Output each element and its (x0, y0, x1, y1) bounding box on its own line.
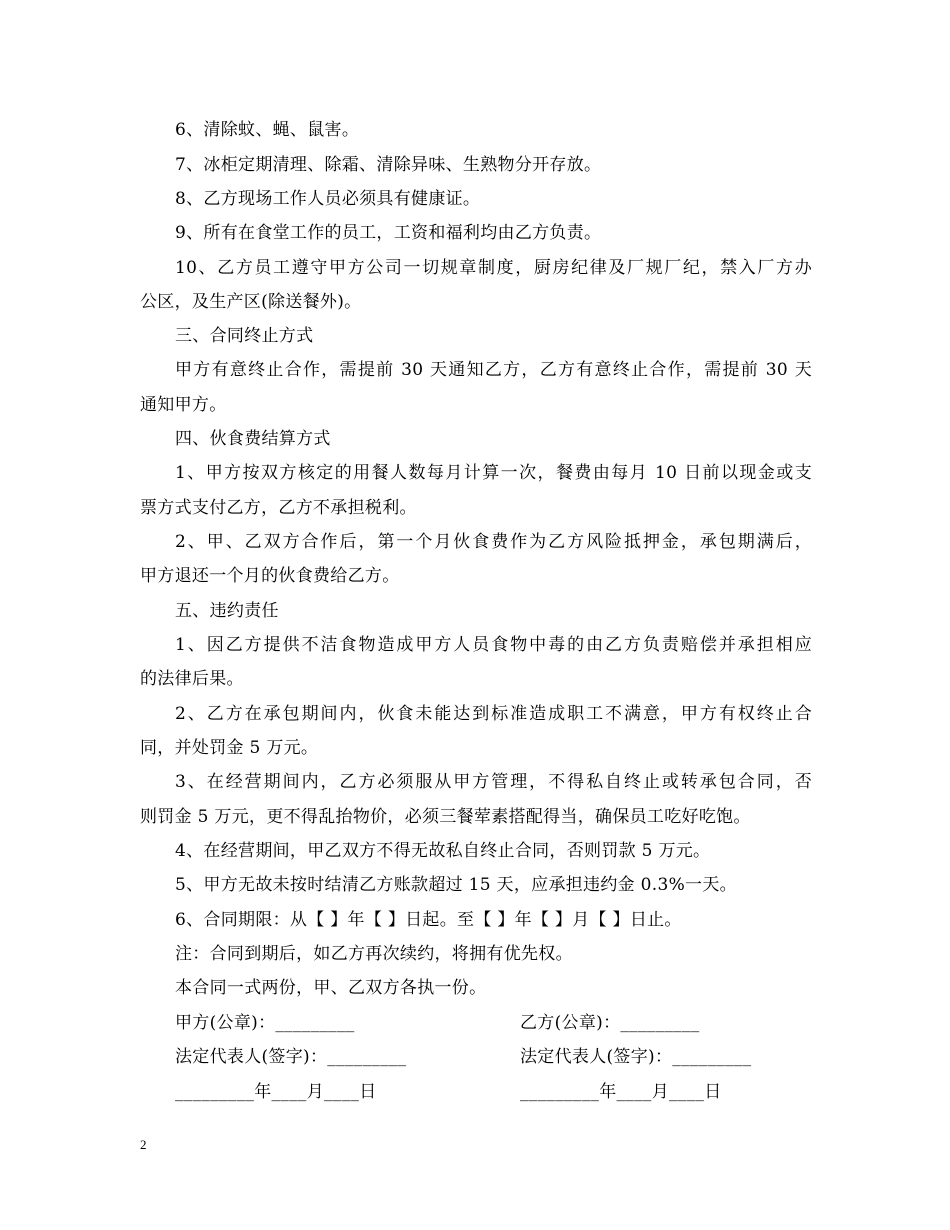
section-3-body-line-2: 通知甲方。 (140, 395, 227, 415)
party-b-date-field: _________年____月____日 (520, 1082, 722, 1102)
section-4-item-1-line-1: 1、甲方按双方核定的用餐人数每月计算一次，餐费由每月 10 日前以现金或支 (175, 463, 812, 483)
page-number: 2 (140, 1137, 147, 1152)
party-b-seal-field: 乙方(公章)：_________ (520, 1013, 700, 1033)
section-5-item-1-line-2: 的法律后果。 (140, 669, 244, 689)
section-4-item-2-line-1: 2、甲、乙双方合作后，第一个月伙食费作为乙方风险抵押金，承包期满后， (175, 532, 812, 552)
section-3-body-line-1: 甲方有意终止合作，需提前 30 天通知乙方，乙方有意终止合作，需提前 30 天 (175, 360, 812, 380)
clause-9-staff-wages: 9、所有在食堂工作的员工，工资和福利均由乙方负责。 (175, 223, 602, 243)
section-3-heading: 三、合同终止方式 (175, 326, 314, 346)
clause-10-rules-line-1: 10、乙方员工遵守甲方公司一切规章制度，厨房纪律及厂规厂纪，禁入厂方办 (175, 258, 812, 278)
clause-10-rules-line-2: 公区，及生产区(除送餐外)。 (140, 292, 362, 312)
section-5-item-4: 4、在经营期间，甲乙双方不得无故私自终止合同，否则罚款 5 万元。 (175, 841, 711, 861)
section-5-item-6-term: 6、合同期限：从【 】年【 】日起。至【 】年【 】月【 】日止。 (175, 910, 682, 930)
section-4-item-1-line-2: 票方式支付乙方，乙方不承担税利。 (140, 498, 417, 518)
party-a-date-field: _________年____月____日 (175, 1082, 377, 1102)
clause-8-health-certificate: 8、乙方现场工作人员必须具有健康证。 (175, 189, 481, 209)
party-b-representative-field: 法定代表人(签字)：_________ (520, 1047, 752, 1067)
section-5-heading: 五、违约责任 (175, 601, 279, 621)
section-5-item-1-line-1: 1、因乙方提供不洁食物造成甲方人员食物中毒的由乙方负责赔偿并承担相应 (175, 635, 812, 655)
copies-note: 本合同一式两份，甲、乙双方各执一份。 (175, 978, 487, 998)
renewal-note: 注：合同到期后，如乙方再次续约，将拥有优先权。 (175, 944, 573, 964)
section-5-item-5: 5、甲方无故未按时结清乙方账款超过 15 天，应承担违约金 0.3%一天。 (175, 875, 737, 895)
section-5-item-3-line-1: 3、在经营期间内，乙方必须服从甲方管理，不得私自终止或转承包合同，否 (175, 772, 812, 792)
party-a-representative-field: 法定代表人(签字)：_________ (175, 1047, 407, 1067)
clause-7-freezer-cleaning: 7、冰柜定期清理、除霜、清除异味、生熟物分开存放。 (175, 155, 602, 175)
section-5-item-2-line-1: 2、乙方在承包期间内，伙食未能达到标准造成职工不满意，甲方有权终止合 (175, 704, 812, 724)
party-a-seal-field: 甲方(公章)：_________ (175, 1013, 355, 1033)
section-4-item-2-line-2: 甲方退还一个月的伙食费给乙方。 (140, 566, 400, 586)
clause-6-pest-control: 6、清除蚊、蝇、鼠害。 (175, 120, 360, 140)
section-5-item-3-line-2: 则罚金 5 万元，更不得乱抬物价，必须三餐荤素搭配得当，确保员工吃好吃饱。 (140, 807, 751, 827)
section-4-heading: 四、伙食费结算方式 (175, 429, 331, 449)
section-5-item-2-line-2: 同，并处罚金 5 万元。 (140, 738, 319, 758)
